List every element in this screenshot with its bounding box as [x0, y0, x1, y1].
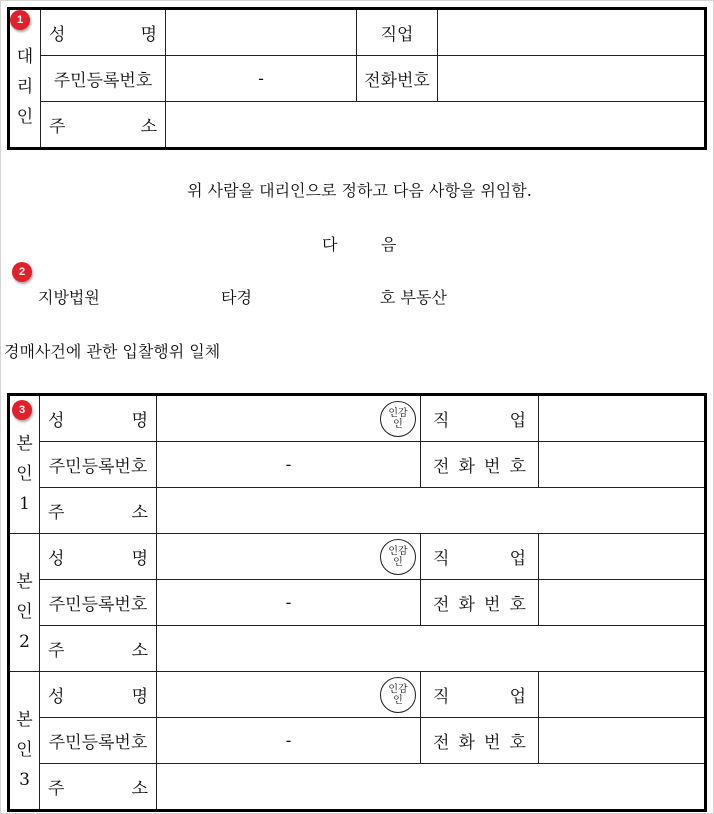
- principal-3-phone-label: 전 화 번 호: [421, 718, 539, 764]
- principal-2-address-label: 주 소: [40, 626, 157, 672]
- principal-2-rrn-field[interactable]: -: [157, 580, 421, 626]
- principal-3-name-field[interactable]: [157, 672, 421, 718]
- heading-next-1: 다: [322, 235, 338, 254]
- principal-3-occupation-label: 직 업: [421, 672, 539, 718]
- agent-phone-field[interactable]: [438, 56, 706, 102]
- principal-1-phone-label: 전 화 번 호: [421, 442, 539, 488]
- principal-1-name-field[interactable]: [157, 395, 421, 442]
- principal-3-rrn-label: 주민등록번호: [40, 718, 157, 764]
- principal-2-rrn-label: 주민등록번호: [40, 580, 157, 626]
- agent-phone-label: 전화번호: [357, 56, 438, 102]
- agent-name-field[interactable]: [166, 9, 357, 56]
- agent-rrn-label: 주민등록번호: [41, 56, 166, 102]
- scope-statement: 경매사건에 관한 입찰행위 일체: [4, 342, 221, 361]
- principal-3-occupation-field[interactable]: [539, 672, 706, 718]
- seal-stamp-icon: 인감 인: [380, 677, 416, 713]
- agent-label-char: 인: [16, 106, 34, 127]
- principal-2-name-field[interactable]: [157, 534, 421, 580]
- principal-3-phone-field[interactable]: [539, 718, 706, 764]
- principals-table: [7, 393, 707, 812]
- principal-1-occupation-field[interactable]: [539, 395, 706, 442]
- agent-label-char: 리: [16, 76, 34, 97]
- agent-group-label: [9, 9, 41, 149]
- principal-1-phone-field[interactable]: [539, 442, 706, 488]
- principal-3-label: 본 인 3: [9, 672, 40, 811]
- annotation-badge-2: 2: [12, 262, 32, 282]
- principal-3-rrn-field[interactable]: -: [157, 718, 421, 764]
- principal-3-address-field[interactable]: [157, 764, 706, 811]
- principal-1-address-label: 주 소: [40, 488, 157, 534]
- delegation-statement: 위 사람을 대리인으로 정하고 다음 사항을 위임함.: [187, 181, 532, 200]
- case-type: 타경: [221, 288, 252, 307]
- annotation-badge-1: 1: [10, 10, 30, 30]
- agent-address-label: 주 소: [41, 102, 166, 149]
- seal-stamp-icon: 인감 인: [380, 401, 416, 437]
- principal-3-name-label: 성 명: [40, 672, 157, 718]
- heading-next-2: 음: [381, 235, 397, 254]
- principal-2-occupation-label: 직 업: [421, 534, 539, 580]
- principal-1-name-row: [9, 395, 706, 442]
- annotation-badge-3: 3: [12, 400, 32, 420]
- principal-2-phone-field[interactable]: [539, 580, 706, 626]
- principal-1-address-field[interactable]: [157, 488, 706, 534]
- agent-table: [7, 7, 707, 150]
- court-name: 지방법원: [38, 288, 100, 307]
- principal-2-name-label: 성 명: [40, 534, 157, 580]
- principal-2-occupation-field[interactable]: [539, 534, 706, 580]
- agent-rrn-field[interactable]: -: [166, 56, 357, 102]
- agent-occupation-label: 직업: [357, 9, 438, 56]
- agent-label-char: 대: [16, 46, 34, 67]
- principal-2-address-field[interactable]: [157, 626, 706, 672]
- agent-occupation-field[interactable]: [438, 9, 706, 56]
- principal-1-rrn-label: 주민등록번호: [40, 442, 157, 488]
- seal-stamp-icon: 인감 인: [380, 539, 416, 575]
- principal-2-phone-label: 전 화 번 호: [421, 580, 539, 626]
- case-suffix: 호 부동산: [380, 288, 447, 307]
- principal-1-rrn-field[interactable]: -: [157, 442, 421, 488]
- principal-1-name-label: 성 명: [40, 395, 157, 442]
- principal-3-address-label: 주 소: [40, 764, 157, 811]
- agent-address-field[interactable]: [166, 102, 706, 149]
- principal-1-label: 본 인 1: [9, 395, 40, 534]
- principal-2-label: 본 인 2: [9, 534, 40, 672]
- principal-1-occupation-label: 직 업: [421, 395, 539, 442]
- agent-name-label: 성 명: [41, 9, 166, 56]
